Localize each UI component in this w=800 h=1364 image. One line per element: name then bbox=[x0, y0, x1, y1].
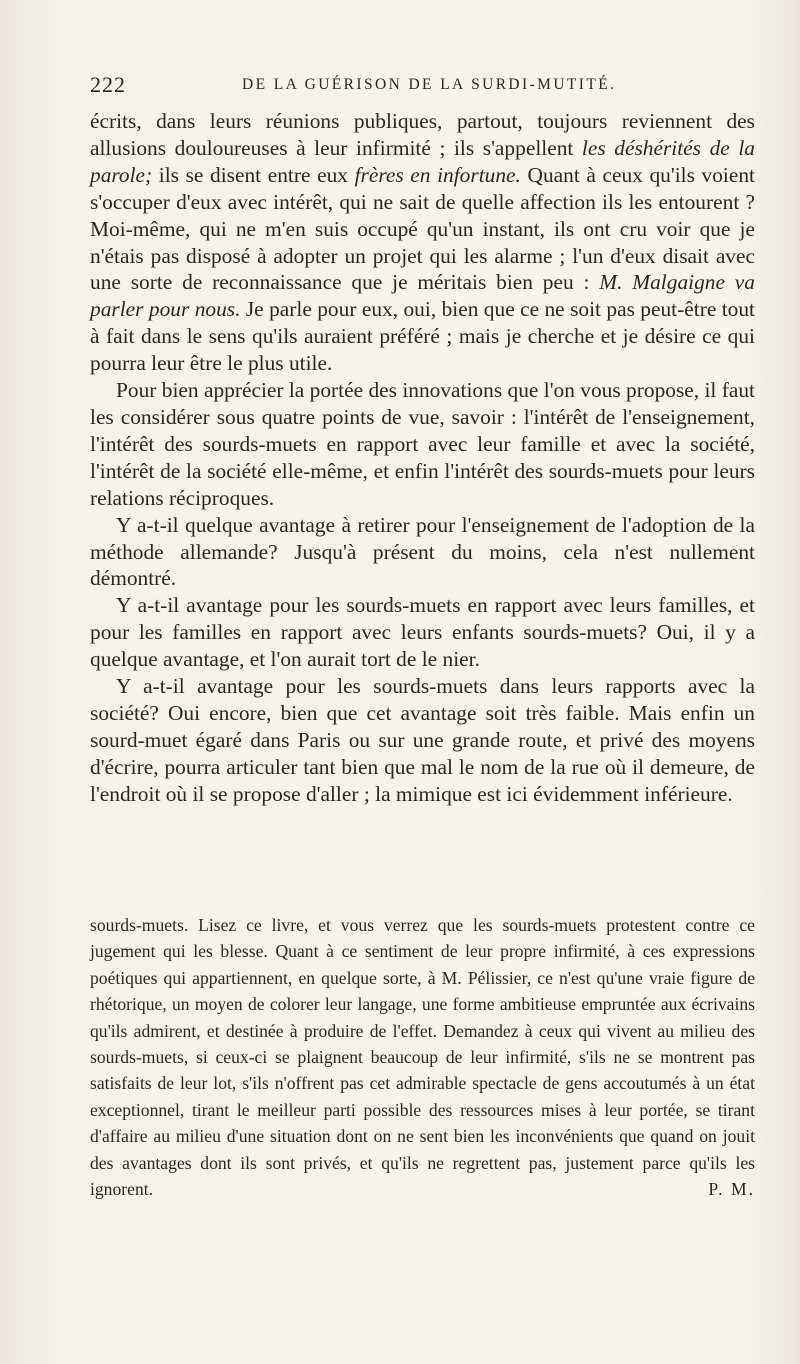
footnote-paragraph bbox=[90, 912, 755, 1202]
text-run: Je parle pour eux, oui, bien que ce ne soit pas peut-être tout à fait dans le sens qu'ils auraient préféré ; mais je cherche et je désire ce qui pourra leur être le plus utile. bbox=[90, 297, 755, 376]
footnote-text: sourds-muets. Lisez ce livre, et vous verrez que les sourds-muets protestent contre ce jugement qui les blesse. Quant à ce sentiment de leur propre infirmité, à ces expressions poétiques qui appartiennent, en quelque sorte, à M. Pélissier, ce n'est qu'une vraie figure de rhétorique, un moyen de colorer leur langage, une forme ambitieuse empruntée aux écrivains qu'ils admirent, et destinée à produire de l'effet. Demandez à ceux qui vivent au milieu des sourds-muets, si ceux-ci se plaignent beaucoup de leur infirmité, s'ils ne se montrent pas satisfaits de leur lot, s'ils n'offrent pas cet admirable spectacle de gens accoutumés à un état exceptionnel, tirant le meilleur parti possible des ressources mises à leur portée, se tirant d'affaire au milieu d'une situation dont on ne sent bien les inconvénients que quand on jouit des avantages dont ils sont privés, et qu'ils ne regrettent pas, justement parce qu'ils les ignorent. bbox=[90, 915, 755, 1200]
text-run: ils se disent entre eux bbox=[152, 162, 355, 187]
paragraph bbox=[90, 592, 755, 673]
text-run: écrits, dans leurs réunions publiques, partout, toujours reviennent des allusions douloureuses à leur infirmité ; ils s'appellent bbox=[90, 109, 755, 160]
paragraph bbox=[90, 108, 755, 377]
running-title: DE LA GUÉRISON DE LA SURDI-MUTITÉ. bbox=[242, 76, 617, 93]
text-run: Y a-t-il quelque avantage à retirer pour l'enseignement de l'adoption de la méthode allemande? Jusqu'à présent du moins, cela n'est nullement démontré. bbox=[90, 512, 755, 591]
paragraph bbox=[90, 377, 755, 512]
text-run: Pour bien apprécier la portée des innovations que l'on vous propose, il faut les considérer sous quatre points de vue, savoir : l'intérêt de l'enseignement, l'intérêt des sourds-muets en rapport avec leur famille et avec la société, l'intérêt de la société elle-même, et enfin l'intérêt des sourds-muets pour leurs relations réciproques. bbox=[90, 378, 755, 510]
text-run: Y a-t-il avantage pour les sourds-muets dans leurs rapports avec la société? Oui encore, bien que cet avantage soit très faible. Mais enfin un sourd-muet égaré dans Paris ou sur une grande route, et privé des moyens d'écrire, pourra articuler tant bien que mal le nom de la rue où il demeure, de l'endroit où il se propose d'aller ; la mimique est ici évidemment inférieure. bbox=[90, 674, 755, 806]
footnote bbox=[90, 912, 755, 1202]
main-text bbox=[90, 108, 755, 808]
footnote-signature: P. M. bbox=[708, 1179, 755, 1200]
page-header bbox=[90, 72, 755, 100]
italic-text: les déshérités de la parole; bbox=[90, 135, 755, 187]
paragraph bbox=[90, 512, 755, 593]
text-run: Quant à ceux qu'ils voient s'occuper d'eux avec intérêt, qui ne sait de quelle affection ils les entourent ? Moi-même, qui ne m'en suis occupé qu'un instant, ils ont cru voir que je n'étais pas disposé à adopter un projet qui les alarme ; l'un d'eux disait avec une sorte de reconnaissance que je méritais bien peu : bbox=[90, 162, 755, 295]
italic-text: M. Malgaigne va parler pour nous. bbox=[90, 270, 755, 322]
page-number: 222 bbox=[90, 72, 126, 97]
italic-text: frères en infortune. bbox=[354, 162, 521, 187]
paragraph bbox=[90, 673, 755, 808]
text-run: Y a-t-il avantage pour les sourds-muets en rapport avec leurs familles, et pour les familles en rapport avec leurs enfants sourds-muets? Oui, il y a quelque avantage, et l'on aurait tort de le nier. bbox=[90, 593, 755, 672]
